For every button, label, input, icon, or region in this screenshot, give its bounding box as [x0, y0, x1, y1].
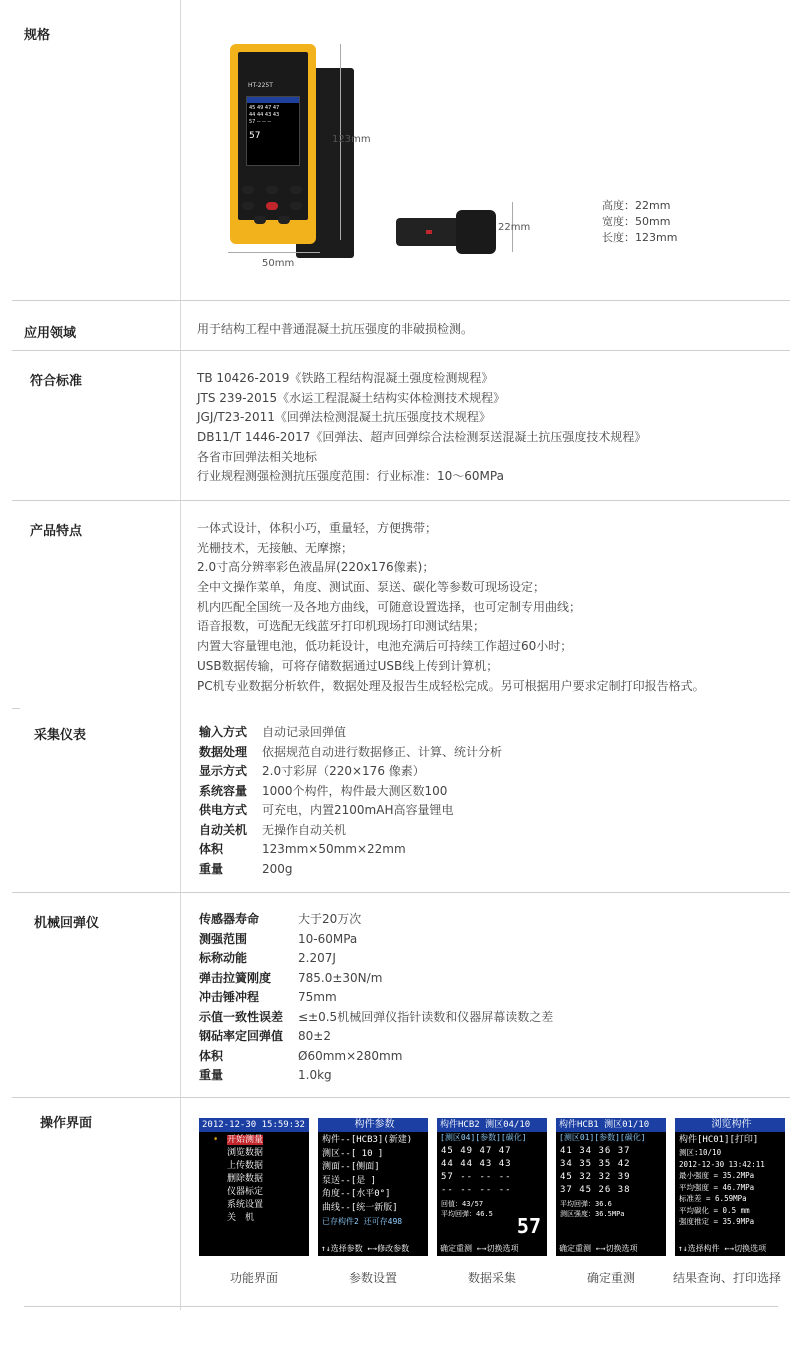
section-label-instrument: 采集仪表 — [34, 728, 87, 743]
divider — [12, 300, 790, 301]
divider — [12, 1097, 790, 1098]
dim-height: 123mm — [332, 134, 371, 145]
divider — [12, 892, 790, 893]
screen-function: 2012-12-30 15:59:32 ➧ 开始测量 浏览数据 上传数据 删除数据 仪器标定 系统设置 关 机 — [199, 1118, 309, 1256]
caption-function: 功能界面 — [229, 1271, 278, 1285]
device-model-label: HT-225T — [248, 82, 273, 89]
device-screen: 45 49 47 47 44 44 43 43 57 -- -- -- 57 — [246, 96, 300, 166]
section-label-standards: 符合标准 — [30, 374, 83, 389]
device-face — [238, 52, 308, 220]
dim-depth: 22mm — [498, 222, 531, 233]
standards-list: TB 10426-2019《铁路工程结构混凝土强度检测规程》 JTS 239-2015《水运工程混凝土结构实体检测技术规程》 JGJ/T23-2011《回弹法检测混凝土抗压强度技术规程》 DB11/T 1446-2017《回弹法、超声回弹综合法检测泵送混凝土抗压强度技术规程》 各省市回弹法相关地标 行业规程测强检测抗压强度范围：行业标准：10～60MPa — [197, 371, 647, 484]
arrow-icon: ➧ — [213, 1135, 219, 1145]
hammer-specs: 传感器寿命 大于20万次 测强范围 10-60MPa 标称动能 2.207J 弹击拉簧刚度 785.0±30N/m 冲击锤冲程 75mm 示值一致性误差 ≤±0.5机械回弹仪指针读数和仪器屏幕读数之差 钢砧率定回弹值 80±2 体积 Ø60mm×280mm 重量 1.0kg — [199, 912, 554, 1082]
screen-params: 构件参数 构件--[HCB3](新建) 测区--[ 10 ] 测面--[侧面] 泵送--[是 ] 角度--[水平0°] 曲线--[统一新版] 已存构件2 还可存498 ↑↓选择参数 ←→修改参数 — [318, 1118, 428, 1256]
section-label-ui: 操作界面 — [40, 1116, 93, 1131]
dim-width: 50mm — [262, 258, 295, 269]
divider — [12, 500, 790, 501]
application-text: 用于结构工程中普通混凝土抗压强度的非破损检测。 — [197, 322, 474, 336]
divider — [24, 1306, 778, 1307]
caption-collect: 数据采集 — [467, 1271, 516, 1285]
screen-browse: 浏览构件 构件[HC01][打印] 测区:10/10 2012-12-30 13:42:11 最小强度 = 35.2MPa 平均强度 = 46.7MPa 标准差 = 6.59MPa 平均碳化 = 0.5 mm 强度推定 = 35.9MPa ↑↓选择构件 ←→切换选项 — [675, 1118, 785, 1256]
device-side-image — [396, 210, 496, 254]
instrument-specs: 输入方式 自动记录回弹值 数据处理 依据规范自动进行数据修正、计算、统计分析 显示方式 2.0寸彩屏（220×176 像素） 系统容量 1000个构件，构件最大测区数100 供电方式 可充电，内置2100mAH高容量锂电 自动关机 无操作自动关机 体积 123mm×50mm×22mm 重量 200g — [199, 725, 503, 876]
device-body — [230, 44, 316, 244]
divider — [12, 708, 20, 709]
caption-params: 参数设置 — [348, 1271, 397, 1285]
section-label-features: 产品特点 — [30, 524, 83, 539]
screen-retest: 构件HCB1 测区01/10 [测区01][参数][碳化] 41 34 36 37 34 35 35 42 45 32 32 39 37 45 26 38 平均回弹：36.6 测区强度：36.5MPa 确定重测 ←→切换选项 — [556, 1118, 666, 1256]
divider — [12, 350, 790, 351]
features-list: 一体式设计，体积小巧，重量轻，方便携带； 光栅技术，无接触、无摩擦； 2.0寸高分辨率彩色液晶屏(220x176像素)； 全中文操作菜单，角度、测试面、泵送、碳化等参数可现场设定； 机内匹配全国统一及各地方曲线，可随意设置选择，也可定制专用曲线； 语音报数，可选配无线蓝牙打印机现场打印测试结果； 内置大容量锂电池，低功耗设计，电池充满后可持续工作超过60小时； USB数据传输，可将存储数据通过USB线上传到计算机； PC机专业数据分析软件，数据处理及报告生成轻松完成。另可根据用户要求定制打印报告格式。 — [197, 521, 705, 693]
section-label-hammer: 机械回弹仪 — [34, 916, 100, 931]
column-divider — [180, 0, 181, 1310]
device-image — [226, 44, 322, 244]
section-label-spec: 规格 — [24, 28, 51, 43]
caption-browse: 结果查询、打印选择 — [672, 1271, 781, 1285]
screen-collect: 构件HCB2 测区04/10 [测区04][参数][碳化] 45 49 47 47 44 44 43 43 57 -- -- -- -- -- -- -- 回值：43/57 平均回弹：46.5 57 确定重测 ←→切换选项 — [437, 1118, 547, 1256]
caption-retest: 确定重测 — [586, 1271, 635, 1285]
spec-dimensions: 高度：22mm 宽度：50mm 长度：123mm — [602, 199, 678, 244]
section-label-application: 应用领域 — [24, 326, 77, 341]
